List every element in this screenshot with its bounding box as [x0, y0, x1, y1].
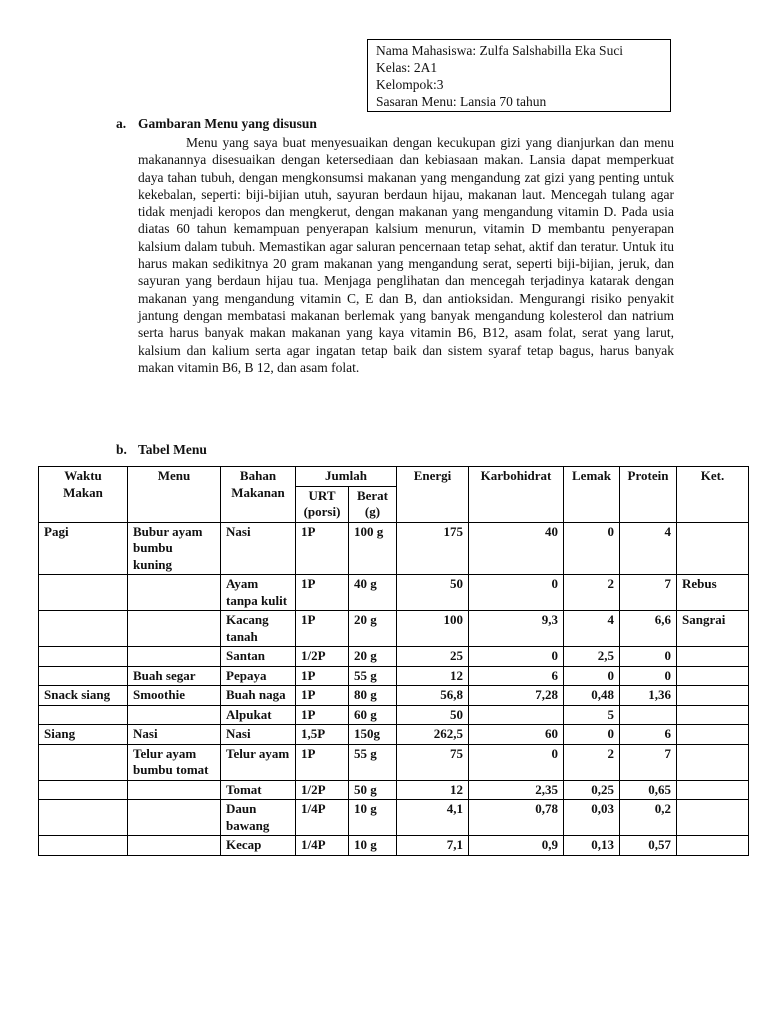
cell-bahan: Kacang tanah [221, 611, 296, 647]
section-a-paragraph-text: Menu yang saya buat menyesuaikan dengan kecukupan gizi yang dianjurkan dan menu makanannya disesuaikan dengan ketersediaan dan kebiasaan makan. Lansia dapat memperkuat daya tahan tubuh, dengan mengkonsumsi makanan yang mengandung zat gizi yang penting untuk kekebalan, seperti: biji-bijian utuh, sayuran berdaun hijau, makanan laut. Mencegah tulang agar tidak menjadi keropos dan mengkerut, dengan makanan yang mengandung vitamin D. Pada usia diatas 60 tahun kemampuan penyerapan kalsium menurun, vitamin D membantu penyerapan kalsium dalam tubuh. Memastikan agar saluran pencernaan tetap sehat, aktif dan teratur. Untuk itu harus makan sedikitnya 20 gram makanan yang mengandung serat, seperti biji-bijian, jeruk, dan sayuran yang berdaun hijau tua. Menjaga penglihatan dan mencegah terjadinya katarak dengan makanan yang mengandung vitamin C, E dan B, dan antioksidan. Mengurangi risiko penyakit jantung dengan membatasi makanan berlemak yang banyak mengandung kolesterol dan natrium serta harus banyak makan makanan yang kaya vitamin B6, B12, asam folat, serat yang larut, kalsium dan kalium serta agar ingatan tetap baik dan sistem syaraf tetap bagus, harus banyak makan vitamin B6, B 12, dan asam folat. [138, 135, 674, 375]
cell-ket [677, 522, 749, 575]
table-row [39, 744, 749, 780]
table-row [39, 836, 749, 856]
cell-lemak: 0,25 [564, 780, 620, 800]
cell-lemak: 5 [564, 705, 620, 725]
cell-menu: Telur ayam bumbu tomat [128, 744, 221, 780]
menu-table [38, 466, 749, 856]
cell-urt: 1P [296, 611, 349, 647]
cell-waktu: Snack siang [39, 686, 128, 706]
header-lemak: Lemak [564, 467, 620, 523]
cell-menu: Nasi [128, 725, 221, 745]
section-a-letter: a. [116, 116, 127, 131]
header-bahan: Bahan Makanan [221, 467, 296, 523]
cell-berat: 55 g [349, 744, 397, 780]
cell-protein: 6 [620, 725, 677, 745]
section-a-heading [116, 116, 317, 132]
table-row [39, 522, 749, 575]
section-a-paragraph [138, 134, 674, 376]
header-urt: URT (porsi) [296, 486, 349, 522]
cell-lemak: 0,13 [564, 836, 620, 856]
table-row [39, 705, 749, 725]
cell-bahan: Pepaya [221, 666, 296, 686]
info-line-target: Sasaran Menu: Lansia 70 tahun [376, 94, 547, 109]
cell-bahan: Buah naga [221, 686, 296, 706]
cell-karbo: 9,3 [469, 611, 564, 647]
section-b-letter: b. [116, 442, 127, 457]
info-line-name: Nama Mahasiswa: Zulfa Salshabilla Eka Suci [376, 43, 624, 58]
table-row [39, 611, 749, 647]
cell-menu [128, 705, 221, 725]
cell-waktu [39, 647, 128, 667]
cell-urt: 1P [296, 705, 349, 725]
cell-energi: 50 [397, 575, 469, 611]
header-karbohidrat: Karbohidrat [469, 467, 564, 523]
header-energi: Energi [397, 467, 469, 523]
cell-protein: 1,36 [620, 686, 677, 706]
cell-urt: 1,5P [296, 725, 349, 745]
cell-energi: 25 [397, 647, 469, 667]
cell-berat: 150g [349, 725, 397, 745]
table-header-row [39, 467, 749, 487]
cell-urt: 1/2P [296, 780, 349, 800]
cell-waktu [39, 836, 128, 856]
cell-lemak: 2 [564, 744, 620, 780]
cell-protein [620, 705, 677, 725]
table-row [39, 575, 749, 611]
cell-ket [677, 666, 749, 686]
cell-energi: 50 [397, 705, 469, 725]
table-row [39, 686, 749, 706]
cell-protein: 0,57 [620, 836, 677, 856]
cell-menu: Buah segar [128, 666, 221, 686]
cell-ket [677, 686, 749, 706]
cell-bahan: Santan [221, 647, 296, 667]
section-a-title: Gambaran Menu yang disusun [138, 116, 317, 131]
table-row [39, 666, 749, 686]
header-waktu: Waktu Makan [39, 467, 128, 523]
cell-protein: 0 [620, 666, 677, 686]
cell-energi: 4,1 [397, 800, 469, 836]
cell-ket: Rebus [677, 575, 749, 611]
cell-urt: 1P [296, 744, 349, 780]
cell-berat: 55 g [349, 666, 397, 686]
cell-berat: 20 g [349, 611, 397, 647]
cell-menu: Bubur ayam bumbu kuning [128, 522, 221, 575]
cell-lemak: 2,5 [564, 647, 620, 667]
cell-lemak: 0 [564, 522, 620, 575]
cell-karbo: 2,35 [469, 780, 564, 800]
cell-ket [677, 800, 749, 836]
cell-berat: 10 g [349, 836, 397, 856]
header-berat: Berat (g) [349, 486, 397, 522]
cell-waktu [39, 611, 128, 647]
cell-lemak: 4 [564, 611, 620, 647]
cell-energi: 7,1 [397, 836, 469, 856]
cell-menu [128, 836, 221, 856]
cell-protein: 4 [620, 522, 677, 575]
cell-bahan: Tomat [221, 780, 296, 800]
header-jumlah: Jumlah [296, 467, 397, 487]
cell-waktu [39, 575, 128, 611]
cell-berat: 100 g [349, 522, 397, 575]
cell-energi: 262,5 [397, 725, 469, 745]
table-row [39, 780, 749, 800]
section-b-title: Tabel Menu [138, 442, 207, 457]
cell-menu [128, 611, 221, 647]
cell-protein: 7 [620, 575, 677, 611]
info-line-group: Kelompok:3 [376, 77, 444, 92]
cell-karbo [469, 705, 564, 725]
cell-karbo: 7,28 [469, 686, 564, 706]
cell-urt: 1P [296, 522, 349, 575]
header-protein: Protein [620, 467, 677, 523]
cell-berat: 20 g [349, 647, 397, 667]
student-info-box [367, 39, 671, 112]
table-row [39, 725, 749, 745]
cell-protein: 0 [620, 647, 677, 667]
cell-ket [677, 647, 749, 667]
cell-bahan: Alpukat [221, 705, 296, 725]
cell-energi: 75 [397, 744, 469, 780]
cell-waktu [39, 780, 128, 800]
cell-energi: 12 [397, 780, 469, 800]
table-row [39, 647, 749, 667]
cell-bahan: Telur ayam [221, 744, 296, 780]
cell-menu [128, 800, 221, 836]
cell-ket [677, 725, 749, 745]
cell-bahan: Nasi [221, 725, 296, 745]
menu-table-body [39, 522, 749, 855]
cell-lemak: 0,48 [564, 686, 620, 706]
cell-karbo: 60 [469, 725, 564, 745]
cell-energi: 56,8 [397, 686, 469, 706]
cell-energi: 175 [397, 522, 469, 575]
cell-urt: 1/4P [296, 836, 349, 856]
cell-waktu: Pagi [39, 522, 128, 575]
cell-energi: 100 [397, 611, 469, 647]
cell-ket [677, 744, 749, 780]
cell-ket [677, 705, 749, 725]
cell-urt: 1P [296, 575, 349, 611]
cell-karbo: 0,78 [469, 800, 564, 836]
cell-bahan: Kecap [221, 836, 296, 856]
cell-waktu [39, 666, 128, 686]
cell-berat: 60 g [349, 705, 397, 725]
cell-bahan: Daun bawang [221, 800, 296, 836]
cell-karbo: 40 [469, 522, 564, 575]
cell-bahan: Ayam tanpa kulit [221, 575, 296, 611]
cell-protein: 0,65 [620, 780, 677, 800]
section-b-heading [116, 442, 207, 458]
cell-berat: 80 g [349, 686, 397, 706]
cell-menu [128, 575, 221, 611]
cell-menu [128, 780, 221, 800]
cell-urt: 1/4P [296, 800, 349, 836]
header-menu: Menu [128, 467, 221, 523]
cell-lemak: 0,03 [564, 800, 620, 836]
cell-energi: 12 [397, 666, 469, 686]
cell-karbo: 0 [469, 647, 564, 667]
cell-lemak: 2 [564, 575, 620, 611]
cell-menu: Smoothie [128, 686, 221, 706]
cell-waktu [39, 705, 128, 725]
header-ket: Ket. [677, 467, 749, 523]
cell-berat: 50 g [349, 780, 397, 800]
cell-karbo: 0,9 [469, 836, 564, 856]
cell-protein: 0,2 [620, 800, 677, 836]
cell-karbo: 0 [469, 575, 564, 611]
cell-menu [128, 647, 221, 667]
cell-waktu: Siang [39, 725, 128, 745]
cell-ket [677, 780, 749, 800]
table-row [39, 800, 749, 836]
cell-ket: Sangrai [677, 611, 749, 647]
cell-ket [677, 836, 749, 856]
cell-urt: 1P [296, 666, 349, 686]
cell-urt: 1P [296, 686, 349, 706]
cell-waktu [39, 744, 128, 780]
cell-karbo: 0 [469, 744, 564, 780]
cell-lemak: 0 [564, 725, 620, 745]
cell-karbo: 6 [469, 666, 564, 686]
cell-waktu [39, 800, 128, 836]
info-line-class: Kelas: 2A1 [376, 60, 438, 75]
cell-protein: 6,6 [620, 611, 677, 647]
cell-lemak: 0 [564, 666, 620, 686]
cell-bahan: Nasi [221, 522, 296, 575]
cell-protein: 7 [620, 744, 677, 780]
cell-berat: 40 g [349, 575, 397, 611]
cell-berat: 10 g [349, 800, 397, 836]
cell-urt: 1/2P [296, 647, 349, 667]
